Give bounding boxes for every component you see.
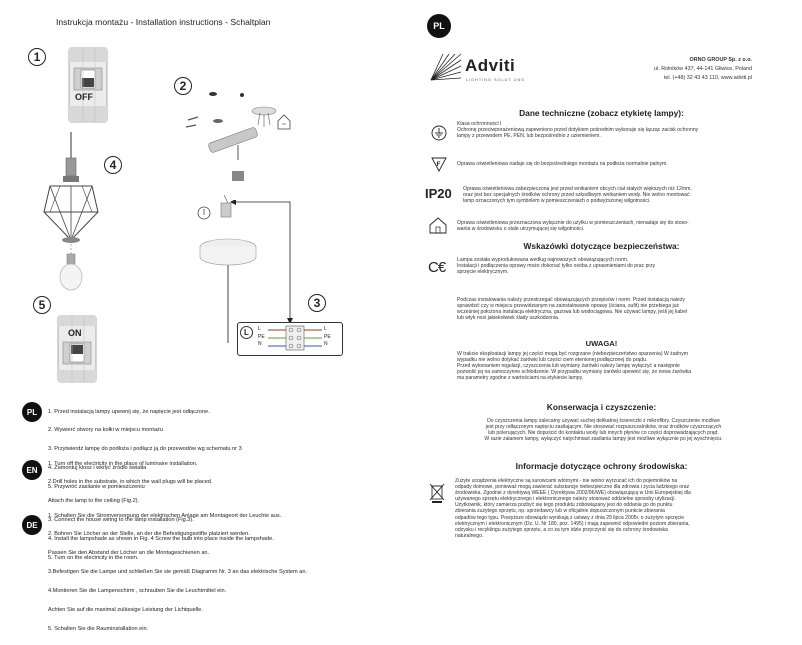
en-step-1: 1. Turn off the electricity in the place of luminaire installation. xyxy=(48,460,198,467)
en-step-4: 4. Install the lampshade as shown in Fig. 4 Screw the bulb into place inside the lampshade. xyxy=(48,536,274,543)
tech-item-class: Klasa ochronności I Ochronę przeciwporażeniową zapewniono przed dotykiem pośrednim wykonuje się łącząc zacisk ochronny lampy z przewodem PE, PEN, lub bezpośrednio z uziemieniem. xyxy=(457,121,699,140)
lang-badge-pl: PL xyxy=(22,402,42,422)
ground-icon xyxy=(431,125,447,141)
lamp-symbol-icon: L xyxy=(240,326,253,339)
pl-step-4: 4. Zamontuj klosz i wkręć źródło światła xyxy=(48,465,147,472)
breaker-off-illustration xyxy=(66,44,110,126)
breaker-off-icon xyxy=(66,44,110,126)
cage-lampshade-icon xyxy=(36,132,106,292)
safety-title: Wskazówki dotyczące bezpieczeństwa: xyxy=(523,241,680,251)
en-step-2b: Attach the lamp to the ceiling (Fig.2). xyxy=(48,498,140,505)
wire-right-pe: PE xyxy=(324,333,331,340)
terminal-block-icon xyxy=(268,325,322,351)
warning-title: UWAGA! xyxy=(585,339,618,348)
lang-badge-right: PL xyxy=(427,14,451,38)
lang-badge-de: DE xyxy=(22,515,42,535)
figure-number-1: 1 xyxy=(28,48,46,66)
page-header: Instrukcja montażu - Installation instructions - Schaltplan xyxy=(56,17,271,27)
left-page xyxy=(0,0,401,632)
weee-bin-icon xyxy=(429,482,445,504)
wire-left-n: N xyxy=(258,341,262,347)
env-text: Zużyte urządzenia elektryczne są surowcami wtórnymi - nie wolno wyrzucać ich do pojemników na odpady domowe, ponieważ mogą zawierać substancje niebezpieczne dla zdrowia i życia ludzkiego oraz środowiska. Zgodnie z dyrektywą WEEE ( Dyrektywa 2002/96/WE) obowiązującą w Unii Europejskiej dla używanego sprzętu elektrycznego i elektronicznego należy stosować oddzielne sposoby utylizacji. Użytkownik, który zamierza pozbyć się tego produktu zobowiązany jest do oddania go do punktu zbierania zużytego sprzętu, np. sprzedawcy lub w oficjalnie dopuszczonym punkcie zbierania odpadów tego typu. Powyższe obowiązki wynikają z ustawy z dnia 29 lipca 2005r. o zużytym sprzęcie elektrycznym i elektronicznym (Dz. U. Nr 180, poz. 1495) i mają zapewnić odpowiedni poziom zbierania, odzysku i recyklingu zużytego sprzętu, a co za tym idzie przyczynić się do ochrony środowiska naturalnego. xyxy=(455,478,691,539)
figure-number-5: 5 xyxy=(33,296,51,314)
lampshade-illustration xyxy=(36,132,106,292)
breaker-on-icon xyxy=(55,314,99,384)
breaker-off-label: OFF xyxy=(75,92,93,102)
instructions-de xyxy=(48,500,307,645)
pl-step-3: 3. Przytwierdź lampę do podłoża i podłącz ją do przewodów wg schematu nr 3 xyxy=(48,446,242,453)
install-text: Podczas instalowania należy przestrzegać obowiązujących przepisów i norm. Przed instalacją należy sprawdzić czy w miejscu przewidzianym na zainstalowanie oprawy (ściana, sufit) nie przebiega już wcześniej położona instalacja elektryczna, gazowa lub wodociągowa. Nie używać lampy, jeśli jej kabel lub wtyk nosi jakiekolwiek ślady uszkodzenia. xyxy=(457,297,688,322)
tech-item-flammable: Oprawa oświetleniowa nadaje się do bezpośredniego montażu na podłoża normalnie palnym. xyxy=(457,161,668,167)
company-contact: tel. (+48) 32 43 43 110, www.adviti.pl xyxy=(663,75,752,81)
company-name: ORNO GROUP Sp. z o.o. xyxy=(689,57,752,63)
company-address: ul. Rolników 437, 44-141 Gliwice, Poland xyxy=(654,66,752,72)
pl-step-1: 1. Przed instalacją lampy upewnij się, że napięcie jest odłączone. xyxy=(48,408,210,415)
f-mark-icon xyxy=(431,156,447,172)
warning-text: W trakcie eksploatacji lampy jej części mogą być rozgrzane (niebezpieczeństwo oparzenia) W żadnym wypadku nie wolno dotykać żarówki lub części ciem etenionej podłączonej do prądu. Przed wykonaniem regulacji, czyszczenia lub wymiany żarówki należy lampę wyłączyć a następnie pozwolić jej na samoczynne schłodzenie. W przypadku wymiany żarówki upewnić się, że nowa żarówka ma parametry zgodne z wartościami na etykiecie lampy. xyxy=(457,351,692,382)
tech-item-indoor: Oprawa oświetleniowa przeznaczona wyłącznie do użytku w pomieszczeniach, nienadaje się do stoso- wania w środowisku o stale utrzymującej się wilgotności. xyxy=(457,220,689,233)
care-title: Konserwacja i czyszczenie: xyxy=(546,402,657,412)
figure-number-3: 3 xyxy=(308,294,326,312)
figure-number-2: 2 xyxy=(174,77,192,95)
wiring-diagram xyxy=(237,322,343,356)
de-step-2: 2. Bohren Sie Löcher an der Stelle, an der die Befestigungsstifte platziert werden. xyxy=(48,531,250,538)
breaker-on-illustration xyxy=(55,314,99,384)
en-step-2: 2.Drill holes in the substrate, in which the wall plugs will be placed. xyxy=(48,479,213,486)
breaker-on-label: ON xyxy=(68,328,82,338)
pl-step-2: 2. Wywierć otwory na kołki w miejscu montażu xyxy=(48,427,163,434)
de-step-3: 3.Befestigen Sie die Lampe und schließen Sie sie gemäß Diagramm Nr. 3 an das elektrische System an. xyxy=(48,569,307,576)
en-step-3: 3. Connect the house wiring to the lamp installation (Fig.3). xyxy=(48,517,194,524)
env-title: Informacje dotyczące ochrony środowiska: xyxy=(515,461,688,471)
tech-item-ip20: Oprawa oświetleniowa zabezpieczona jest przed wnikaniem obcych ciał stałych większych niż 12mm, oraz jest bez specjalnych środków ochrony przed szkodliwym wnikaniem wody. Nie wolno montować lamp oznaczonych tym symbolem w pomieszczeniach o podwyższonej wilgotności. xyxy=(463,186,692,205)
brand-name: Adviti xyxy=(465,56,516,75)
ce-text: Lampa została wyprodukowana według najnowszych obowiązujących norm. Instalacji i podłączenia oprawy może dokonać tylko osoba z uprawnieniami do prac przy sprzęcie elektrycznym. xyxy=(457,257,656,276)
de-step-5: 5. Schalten Sie die Rauminstallation ein. xyxy=(48,625,149,632)
svg-text:F: F xyxy=(436,161,441,168)
wire-left-l: L xyxy=(258,326,261,332)
wire-right-n: N xyxy=(324,341,328,347)
adviti-logo-icon xyxy=(429,52,463,82)
de-step-2b: Passen Sie den Abstand der Löcher an die Montageschienen an. xyxy=(48,550,210,557)
pl-step-5: 5. Przywróć zasilanie w pomieszczeniu xyxy=(48,484,145,491)
ce-mark-icon: C€ xyxy=(428,259,446,276)
indoor-house-icon xyxy=(428,216,448,234)
de-step-4: 4.Montieren Sie die Lampenschirm , schrauben Sie die Leuchtmittel ein. xyxy=(48,588,227,595)
en-step-5: 5. Turn on the electricity in the room. xyxy=(48,555,139,562)
wire-left-pe: PE xyxy=(258,333,265,340)
company-info xyxy=(654,56,752,83)
ip20-icon: IP20 xyxy=(425,186,452,201)
right-page xyxy=(401,0,802,567)
lang-badge-en: EN xyxy=(22,460,42,480)
figure-number-4: 4 xyxy=(104,156,122,174)
de-step-4b: Achten Sie auf die maximal zulässige Leistung der Lichtquelle. xyxy=(48,607,203,614)
connector-arrow xyxy=(210,200,310,330)
wire-right-l: L xyxy=(324,326,327,332)
care-text: Do czyszczenia lampy zalecamy używać suchej delikatnej ściereczki z mikrofibry. Czyszczenie możliwe jest przy odłączonym napięciu zasilającym. Nie stosować rozpuszczalników, oraz środków czyszczących lub polerujących. Nie dopuścić do kontaktu wody lub innych płynów со części doprowadzających prąd. W razie zalaniem lampy, wyłączyć natychmiast zasilania lampy jest możliwe wyłącznie po jej wyschnięciu. xyxy=(484,418,723,443)
brand-tagline: LIGHTING SOLUT ONS xyxy=(466,78,525,82)
de-step-1: 1. Schalten Sie die Stromversorgung der elektrischen Anlage am Montageort der Leuchte aus. xyxy=(48,512,282,519)
tech-title: Dane techniczne (zobacz etykietę lampy): xyxy=(519,108,684,118)
